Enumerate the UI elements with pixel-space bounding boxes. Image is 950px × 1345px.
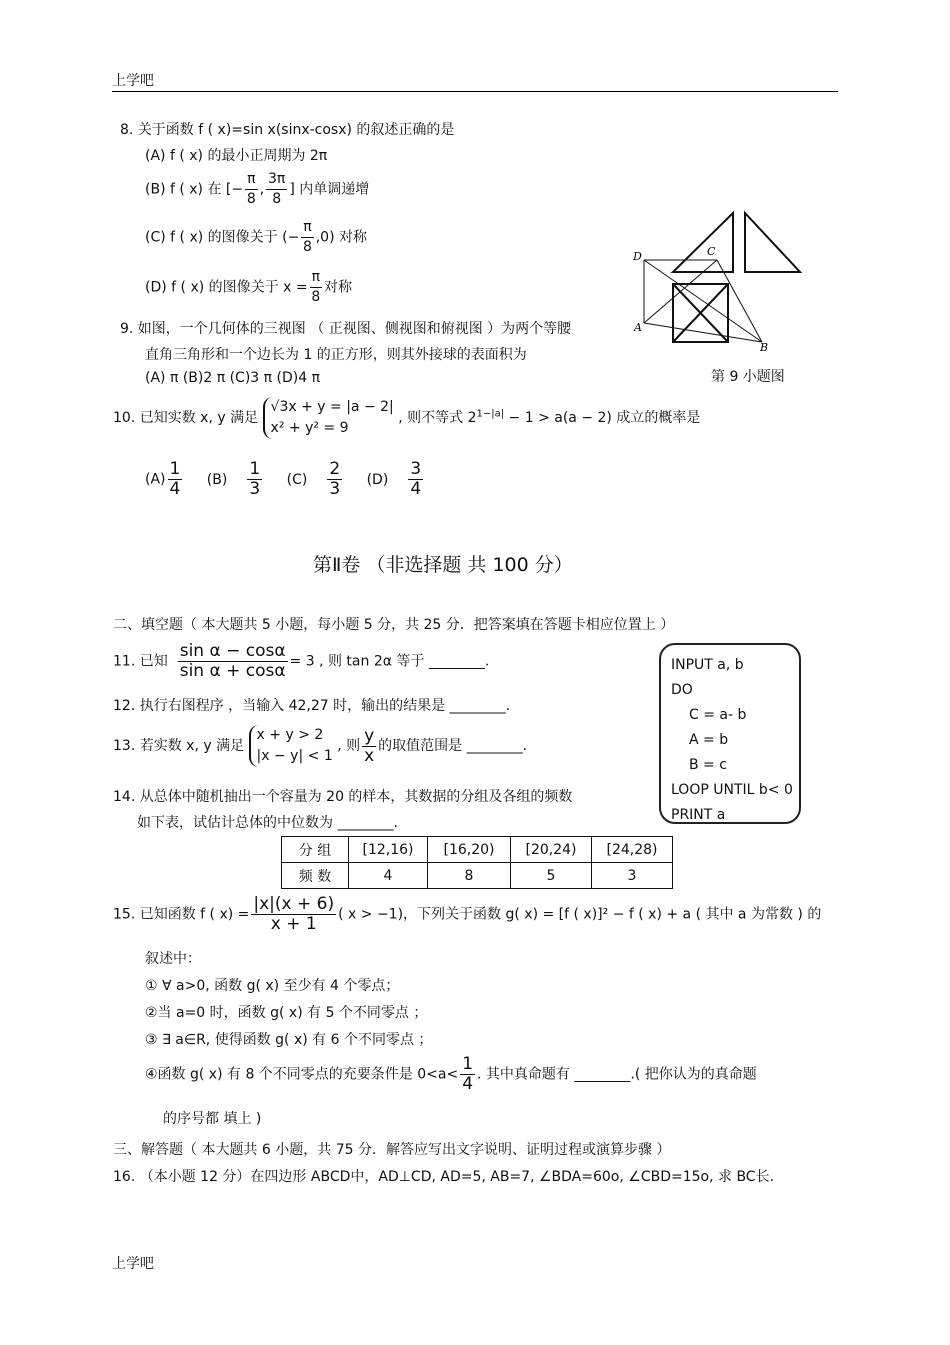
table-row: 频 数 4 8 5 3 xyxy=(282,863,673,889)
q9-figure-caption: 第 9 小题图 xyxy=(711,369,785,385)
q8-d-frac: $\frac{\pi}{8}$ xyxy=(311,269,321,305)
fig9-label-a: A xyxy=(634,321,642,334)
table-row: 分 组 [12,16) [16,20) [20,24) [24,28) xyxy=(282,837,673,863)
q15-stem: 15. 已知函数 f ( x) = $\frac{|x|(x + 6)}{x + 1}$ ( x > −1)，下列关于函数 g( x) = [f ( x)]² − f ( x) + a ( 其中 a 为常数 ) 的 xyxy=(113,894,822,934)
q15-fraction: $\frac{|x|(x + 6)}{x + 1}$ xyxy=(253,894,335,934)
q16: 16. （本小题 12 分）在四边形 ABCD中，AD⊥CD, AD=5, AB=7, ∠BDA=60o, ∠CBD=15o, 求 BC长. xyxy=(113,1169,775,1185)
q10-opt-c-frac: $\frac{2}{3}$ xyxy=(329,459,341,499)
part2-title: 第Ⅱ卷 （非选择题 共 100 分） xyxy=(313,554,573,576)
section3-heading: 三、解答题（ 本大题共 6 小题，共 75 分．解答应写出文字说明、证明过程或演算步骤 ） xyxy=(113,1142,671,1158)
q10-opt-b-frac: $\frac{1}{3}$ xyxy=(249,459,261,499)
q8-b-pre: (B) f ( x) 在 [ xyxy=(145,181,232,198)
q15-statement-4: ④函数 g( x) 有 8 个不同零点的充要条件是 0<a< $\frac{1}{4}$ . 其中真命题有 ________.( 把你认为的真命题 xyxy=(145,1054,757,1094)
q8-option-a: (A) f ( x) 的最小正周期为 2π xyxy=(145,148,328,164)
q10-opt-d-frac: $\frac{3}{4}$ xyxy=(410,459,422,499)
q15-line-end: 的序号都 填上 ) xyxy=(163,1111,262,1127)
page-footer: 上学吧 xyxy=(112,1256,154,1272)
q14-line1: 14. 从总体中随机抽出一个容量为 20 的样本，其数据的分组及各组的频数 xyxy=(113,789,573,805)
fig9-label-b: B xyxy=(760,341,769,354)
section2-heading: 二、填空题（ 本大题共 5 小题，每小题 5 分，共 25 分．把答案填在答题卡相应位置上 ） xyxy=(113,617,675,633)
q11: 11. 已知 $\frac{\text{sin α − cosα}}{\text{sin α + cosα}}$ = 3 , 则 tan 2α 等于 ________. xyxy=(113,641,490,681)
q10-system: √3x + y = |a − 2| x² + y² = 9 xyxy=(263,397,394,439)
header-rule xyxy=(112,91,838,92)
q13-system: x + y > 2 |x − y| < 1 xyxy=(249,725,333,767)
q10-opt-a-frac: $\frac{1}{4}$ xyxy=(169,459,181,499)
q8-option-d: (D) f ( x) 的图像关于 x = $\frac{\pi}{8}$ 对称 xyxy=(145,269,352,305)
q12: 12. 执行右图程序 ，当输入 42,27 时，输出的结果是 ________. xyxy=(113,698,511,714)
q9-line2: 直角三角形和一个边长为 1 的正方形，则其外接球的表面积为 xyxy=(145,347,527,363)
page-header: 上学吧 xyxy=(112,73,154,89)
q8-stem: 8. 关于函数 f ( x)=sin x(sinx-cosx) 的叙述正确的是 xyxy=(120,122,455,138)
q15-statement-1: ① ∀ a>0, 函数 g( x) 至少有 4 个零点； xyxy=(145,978,400,994)
q8-c-frac: $\frac{\pi}{8}$ xyxy=(303,219,312,255)
q8-b-frac1: $\frac{\pi}{8}$ xyxy=(246,171,256,207)
q9-line1: 9. 如图，一个几何体的三视图 （ 正视图、侧视图和俯视图 ）为两个等腰 xyxy=(120,321,572,337)
q14-line2: 如下表，试估计总体的中位数为 ________. xyxy=(137,815,398,831)
q13: 13. 若实数 x, y 满足 x + y > 2 |x − y| < 1 , 则 $\frac{y}{x}$ 的取值范围是 ________. xyxy=(113,725,528,766)
q9-three-view-figure xyxy=(630,205,810,355)
q11-fraction: $\frac{\text{sin α − cosα}}{\text{sin α + cosα}}$ xyxy=(179,641,286,681)
q15-s4-fraction: $\frac{1}{4}$ xyxy=(462,1054,474,1094)
frequency-table xyxy=(281,836,673,889)
q8-option-b: (B) f ( x) 在 [− $\frac{\pi}{8}$ , $\frac{3\pi}{8}$ ] 内单调递增 xyxy=(145,171,370,207)
q8-b-post: ] 内单调递增 xyxy=(289,181,370,198)
q8-b-frac2: $\frac{3\pi}{8}$ xyxy=(268,171,286,207)
q10-options: (A) $\frac{1}{4}$ (B) $\frac{1}{3}$ (C) $\frac{2}{3}$ (D) $\frac{3}{4}$ xyxy=(145,459,422,499)
q15-line2: 叙述中： xyxy=(145,951,201,967)
program-box: INPUT a, b DO C = a- b A = b B = c LOOP UNTIL b< 0 PRINT a xyxy=(659,643,801,824)
q10-stem: 10. 已知实数 x, y 满足 √3x + y = |a − 2| x² + y² = 9 , 则不等式 $2^{1-|a|} - 1 > a(a - 2)$ 成立的概率是 xyxy=(113,397,700,439)
fig9-label-d: D xyxy=(633,250,642,263)
fig9-label-c: C xyxy=(707,245,716,258)
q15-statement-3: ③ ∃ a∈R, 使得函数 g( x) 有 6 个不同零点 ； xyxy=(145,1032,433,1048)
q15-statement-2: ②当 a=0 时，函数 g( x) 有 5 个不同零点 ； xyxy=(145,1005,428,1021)
q8-option-c: (C) f ( x) 的图像关于 (− $\frac{\pi}{8}$ ,0) 对称 xyxy=(145,219,368,255)
q9-options: (A) π (B)2 π (C)3 π (D)4 π xyxy=(145,370,321,386)
q13-fraction: $\frac{y}{x}$ xyxy=(364,725,375,766)
